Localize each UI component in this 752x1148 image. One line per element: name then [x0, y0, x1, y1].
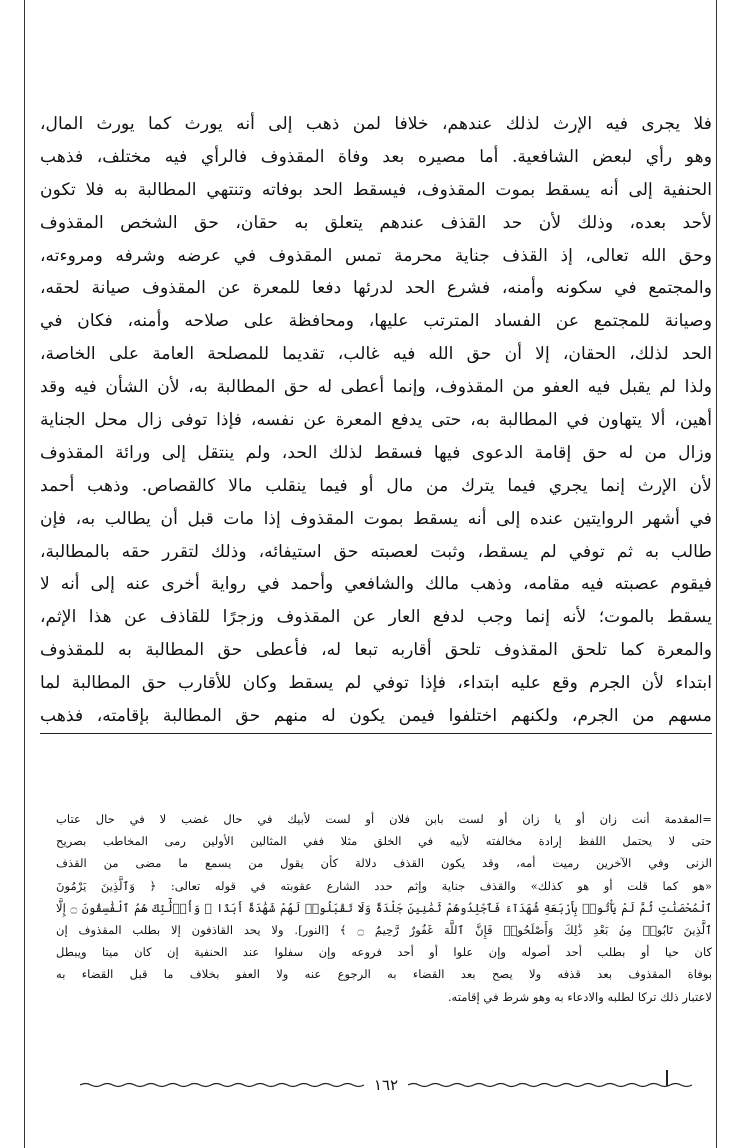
footnote-line: حتى لا يحتمل اللفظ إرادة مخالفته لأبيه في الخلق مثلا ففي المثالين الأولين رمى المخاطب بصريح	[56, 834, 712, 849]
footnote-line: كان حيا أو بطلب أحد أصوله وإن علوا أو أحد فروعه وإن سفلوا عند الحنفية إن كان ميتا ويبطل	[56, 945, 712, 960]
page-number: ١٦٢	[373, 1076, 399, 1094]
body-line: وحق الله تعالى، إذ القذف جناية محرمة تمس المقذوف في عرضه وشرفه ومروءته،	[40, 245, 712, 266]
footnote-line: الزنى وفي الآخرين رميت أمه، وقد يكون القذف دلالة كأن يقول من يسمع ما مضى من القذف	[56, 856, 712, 871]
body-line: وزال من له حق إقامة الدعوى فيها فسقط لذلك الحد، ولم ينتقل إلى ورائة المقذوف	[40, 442, 712, 463]
footnote-line: =المقدمة أنت زان أو يا زان أو لست بابن فلان أو لست لأبيك في حال غضب لا في حال عتاب	[56, 812, 712, 826]
page-edge-left	[24, 0, 25, 1148]
footnote-quran-line: ٱلْمُحْصَنَٰتِ ثُمَّ لَمْ يَأْتُوا۟ بِأَرْبَعَةِ شُهَدَآءَ فَٱجْلِدُوهُمْ ثَمَٰنِينَ جَلْدَةً وَلَا تَقْبَلُوا۟ لَهُمْ شَهَٰدَةً أَبَدًا ۚ وَأُو۟لَٰٓئِكَ هُمُ ٱلْفَٰسِقُونَ ۝ إِلَّا	[56, 900, 712, 915]
body-line: الحنفية إلى أنه يسقط بموت المقذوف، فيسقط الحد بوفاته وتنتهي المطالبة به فلا تكون	[40, 179, 712, 200]
body-line: فيقوم عصبته فيه مقامه، وذهب مالك والشافعي وأحمد في رواية أخرى عنه إلى أنه لا	[40, 574, 712, 595]
page-edge-right	[716, 0, 717, 1148]
body-line: ولذا لم يقبل فيه العفو من المقذوف، وإنما أعطى له حق المطالبة به، لأن الشأن فيه وقد	[40, 377, 712, 398]
body-line: لأحد بعده، وذلك لأن حد القذف عندهم يتعلق به حقان، حق الشخص المقذوف	[40, 212, 712, 233]
footnote-line: لاعتبار ذلك تركا لطلبه والادعاء به وهو شرط في إقامته.	[447, 989, 712, 1004]
body-line: والمجتمع في سكونه وأمنه، فشرع الحد لدرئها دفعا للمعرة عن المقذوف صيانة لحقه،	[40, 278, 712, 299]
body-line: لأن الإرث إنما يجري فيما يترك من مال أو فيما ينقلب مالا كالقصاص. وذهب أحمد	[40, 475, 712, 496]
body-line: وهو رأي لبعض الشافعية. أما مصيره بعد وفاة المقذوف فالرأي فيه مختلف، فذهب	[40, 146, 712, 167]
footnote-line: بوفاة المقذوف بعد قذفه ولا يصح بعد القضاء به الرجوع عنه ولا العفو بخلاف ما قبل القضاء به	[56, 967, 712, 982]
body-line: طالب به ثم توفي لم يسقط، وثبت لعصبته حق استيفائه، وذلك لتقرر حقه بالمطالبة،	[40, 541, 712, 562]
footnote-block	[56, 808, 712, 1008]
body-line: والمعرة كما تلحق المقذوف تلحق أقاربه تبعا له، فأعطى حق المطالبة به للمقذوف	[40, 640, 712, 661]
body-line: في أشهر الروايتين عنده إلى أنه يسقط بموت المقذوف إذا مات قبل أن يطالب به، فإن	[40, 508, 712, 529]
wavy-rule-right	[408, 1082, 692, 1088]
wavy-rule-left	[80, 1082, 364, 1088]
page-footer	[80, 1076, 692, 1094]
footnote-quran-line: ٱلَّذِينَ تَابُوا۟ مِنۢ بَعْدِ ذَٰلِكَ وَأَصْلَحُوا۟ فَإِنَّ ٱللَّهَ غَفُورٌ رَّحِيمٌ ۝ ﴾ [النور]. ولا يحد القاذفون إلا بطلب المقذوف إن	[56, 922, 712, 937]
body-line: ابتداء لأن الجرم وقع عليه ابتداء، فإذا توفي لم يسقط وكان للأقارب حق المطالبة لما	[40, 673, 712, 694]
main-text-block	[40, 108, 712, 734]
body-line: أهين، ألا يتهاون في المطالبة به، حتى يدفع المعرة عن نفسه، فإذا توفى زال محل الجناية	[40, 410, 712, 431]
body-line: وصيانة للمجتمع عن الفساد المترتب عليها، ومحافظة على صلاحه وأمنه، فكان في	[40, 311, 712, 332]
body-line: يسقط بالموت؛ لأنه إنما وجب لدفع العار عن المقذوف وزجرًا للقاذف عن هذا الإثم،	[40, 607, 712, 628]
body-line: فلا يجرى فيه الإرث لذلك عندهم، خلافا لمن ذهب إلى أنه يورث كما يورث المال،	[40, 114, 712, 134]
body-line: الحد لذلك، الحقان، إلا أن حق الله فيه غالب، تقديما للمصلحة العامة على الخاصة،	[40, 344, 712, 365]
footnote-line: «هو كما قلت أو هو كذلك» والقذف جناية وإثم حدد الشارع عقوبته في قوله تعالى: ﴿ وَٱلَّذِينَ يَرْمُونَ	[56, 878, 712, 893]
body-line-last: مسهم من الجرم، ولكنهم اختلفوا فيمن يكون له منهم حق المطالبة بإقامته، فذهب	[40, 700, 712, 734]
